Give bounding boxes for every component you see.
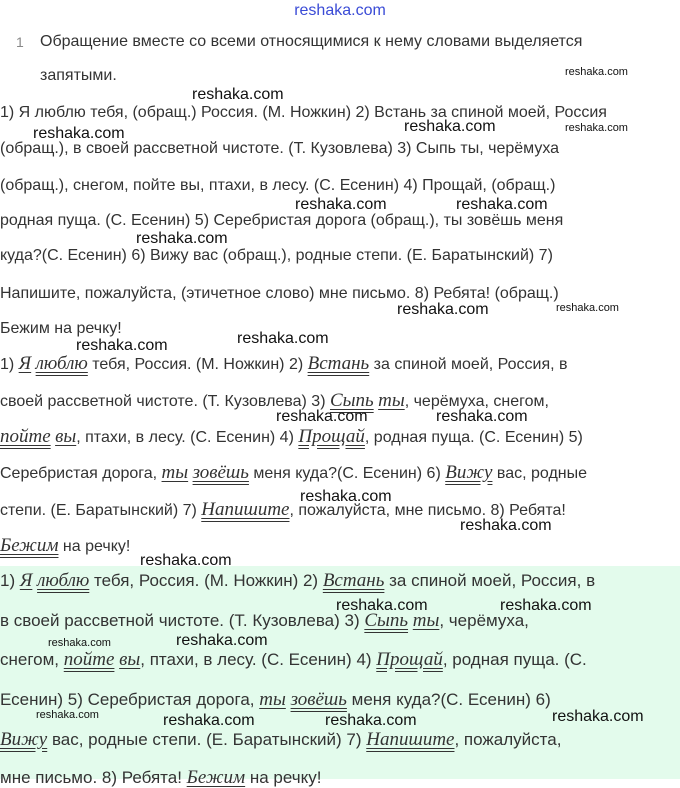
- subject-word: Я: [19, 570, 33, 591]
- plain-text: мне письмо. 8) Ребята!: [0, 768, 187, 787]
- predicate-word: люблю: [35, 353, 88, 374]
- watermark: reshaka.com: [237, 330, 329, 347]
- watermark: reshaka.com: [76, 337, 168, 354]
- plain-text: , черёмуха,: [439, 611, 529, 630]
- subject-word: ты: [412, 610, 440, 631]
- subject-word: ты: [378, 390, 405, 411]
- predicate-word: Бежим: [186, 767, 246, 788]
- plain-text: тебя, Россия. (М. Ножкин) 2): [87, 356, 308, 373]
- watermark: reshaka.com: [404, 118, 496, 135]
- plain-text: на речку!: [58, 538, 131, 555]
- watermark: reshaka.com: [300, 488, 392, 505]
- watermark: reshaka.com: [276, 408, 368, 425]
- rule-line-2: запятыми.: [40, 67, 117, 84]
- predicate-word: Сыпь: [364, 610, 409, 631]
- plain-text: , птахи, в лесу. (С. Есенин) 4): [140, 650, 377, 669]
- plain-text: , родная пуща. (С.: [442, 650, 587, 669]
- subject-word: ты: [259, 689, 286, 710]
- plain-text: , родная пуща. (С. Есенин) 5): [364, 429, 583, 446]
- subject-word: Я: [18, 353, 32, 374]
- rule-line-1: Обращение вместе со всеми относящимися к нему словами выделяется: [40, 33, 583, 50]
- plain-text: вас, родные степи. (Е. Баратынский) 7): [47, 730, 367, 749]
- watermark: reshaka.com: [436, 408, 528, 425]
- parsed-line-4: [0, 463, 587, 484]
- watermark: reshaka.com: [565, 122, 628, 134]
- predicate-word: Прощай: [376, 649, 443, 670]
- watermark: reshaka.com: [295, 196, 387, 213]
- plain-text: меня куда?(С. Есенин) 6): [248, 465, 446, 482]
- predicate-word: Встань: [322, 570, 385, 591]
- plain-text: снегом,: [0, 650, 64, 669]
- parsed-line-6: [0, 536, 130, 557]
- subject-word: вы: [119, 649, 141, 670]
- watermark: reshaka.com: [48, 637, 111, 649]
- predicate-word: зовёшь: [192, 462, 249, 483]
- plain-text: вас, родные: [492, 465, 588, 482]
- plain-text: , пожалуйста, мне письмо. 8) Ребята!: [289, 502, 566, 519]
- watermark: reshaka.com: [176, 632, 268, 649]
- subject-word: вы: [55, 426, 77, 447]
- highlight-line-4: [0, 690, 551, 710]
- plain-text: степи. (Е. Баратынский) 7): [0, 502, 202, 519]
- watermark: reshaka.com: [460, 517, 552, 534]
- answer-line-2: (обращ.), в своей рассветной чистоте. (Т. Кузовлева) 3) Сыпь ты, черёмуха: [0, 140, 560, 157]
- task-number: 1: [16, 34, 24, 50]
- sentence-number: 1): [0, 571, 20, 590]
- highlight-line-5: [0, 730, 561, 750]
- answer-line-3: (обращ.), снегом, пойте вы, птахи, в лесу. (С. Есенин) 4) Прощай, (обращ.): [0, 177, 556, 194]
- highlight-line-3: [0, 650, 587, 670]
- plain-text: , черёмуха, снегом,: [404, 393, 549, 410]
- watermark: reshaka.com: [500, 597, 592, 614]
- answer-line-4: родная пуща. (С. Есенин) 5) Серебристая дорога (обращ.), ты зовёшь меня: [0, 212, 564, 229]
- parsed-line-1: [0, 354, 568, 375]
- predicate-word: Бежим: [0, 535, 59, 556]
- watermark: reshaka.com: [325, 712, 417, 729]
- plain-text: своей рассветной чистоте. (Т. Кузовлева) 3): [0, 393, 330, 410]
- predicate-word: Сыпь: [329, 390, 374, 411]
- watermark: reshaka.com: [163, 712, 255, 729]
- watermark: reshaka.com: [565, 66, 628, 78]
- plain-text: меня куда?(С. Есенин) 6): [346, 690, 551, 709]
- highlight-line-2: [0, 611, 529, 631]
- predicate-word: Вижу: [0, 729, 48, 750]
- answer-line-7: Бежим на речку!: [0, 320, 122, 337]
- predicate-word: люблю: [37, 570, 90, 591]
- parsed-line-3: [0, 427, 583, 448]
- subject-word: ты: [161, 462, 189, 483]
- watermark: reshaka.com: [456, 196, 548, 213]
- predicate-word: Напишите: [366, 729, 455, 750]
- watermark: reshaka.com: [36, 709, 99, 721]
- answer-line-6: Напишите, пожалуйста, (этичетное слово) мне письмо. 8) Ребята! (обращ.): [0, 285, 559, 302]
- predicate-word: Напишите: [201, 499, 290, 520]
- plain-text: на речку!: [245, 768, 322, 787]
- site-header-logo[interactable]: reshaka.com: [294, 2, 386, 19]
- predicate-word: пойте: [63, 649, 115, 670]
- answer-line-1: 1) Я люблю тебя, (обращ.) Россия. (М. Ножкин) 2) Встань за спиной моей, Россия: [0, 104, 607, 121]
- watermark: reshaka.com: [140, 552, 232, 569]
- predicate-word: зовёшь: [290, 689, 347, 710]
- plain-text: , птахи, в лесу. (С. Есенин) 4): [76, 429, 299, 446]
- sentence-number: 1): [0, 356, 19, 373]
- predicate-word: Вижу: [445, 462, 493, 483]
- predicate-word: Встань: [307, 353, 370, 374]
- plain-text: Есенин) 5) Серебристая дорога,: [0, 690, 260, 709]
- watermark: reshaka.com: [556, 302, 619, 314]
- plain-text: в своей рассветной чистоте. (Т. Кузовлева) 3): [0, 611, 365, 630]
- plain-text: тебя, Россия. (М. Ножкин) 2): [89, 571, 323, 590]
- plain-text: за спиной моей, Россия, в: [369, 356, 568, 373]
- watermark: reshaka.com: [552, 708, 644, 725]
- watermark: reshaka.com: [192, 86, 284, 103]
- answer-line-5: куда?(С. Есенин) 6) Вижу вас (обращ.), родные степи. (Е. Баратынский) 7): [0, 247, 553, 264]
- watermark: reshaka.com: [33, 125, 125, 142]
- plain-text: , пожалуйста,: [454, 730, 562, 749]
- predicate-word: пойте: [0, 426, 51, 447]
- plain-text: за спиной моей, Россия, в: [384, 571, 596, 590]
- watermark: reshaka.com: [336, 597, 428, 614]
- watermark: reshaka.com: [397, 301, 489, 318]
- highlight-line-1: [0, 571, 595, 591]
- plain-text: Серебристая дорога,: [0, 465, 162, 482]
- watermark: reshaka.com: [136, 230, 228, 247]
- highlight-line-6: [0, 768, 321, 788]
- predicate-word: Прощай: [298, 426, 365, 447]
